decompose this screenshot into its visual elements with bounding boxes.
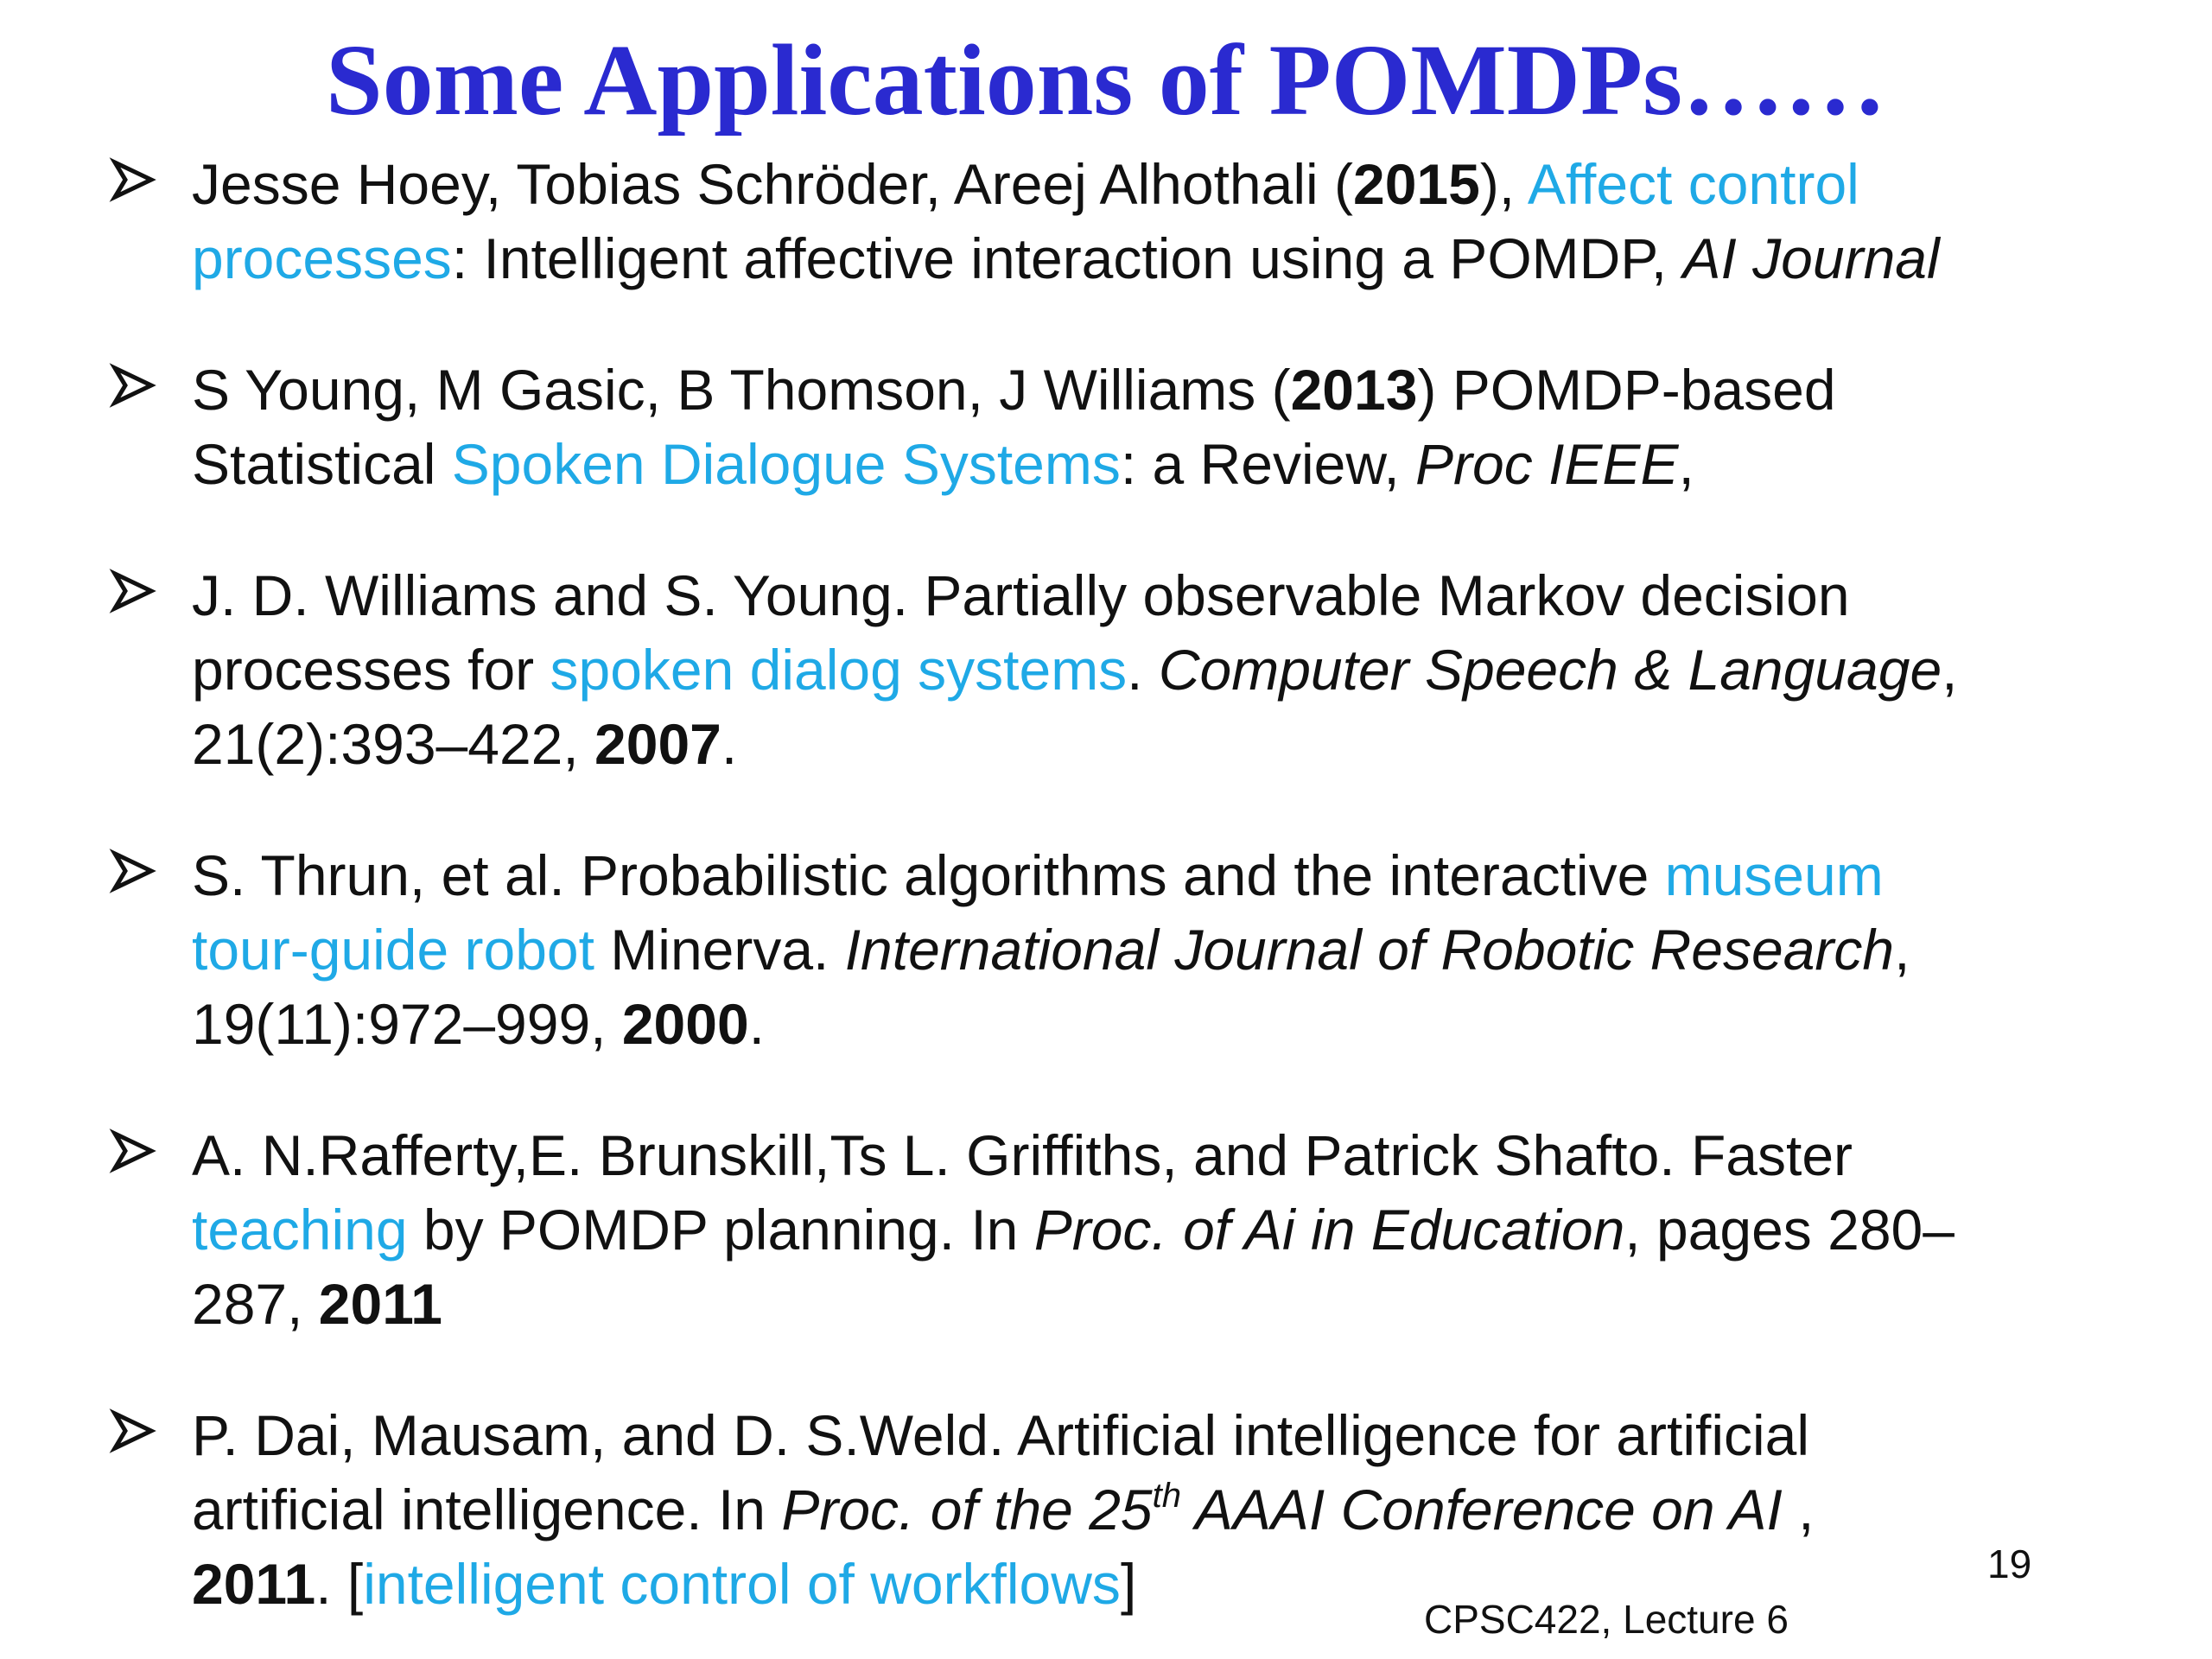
arrowhead-bullet-icon: [108, 845, 160, 897]
ref-venue: Computer Speech & Language: [1158, 638, 1942, 702]
ref-venue-part: AAAI Conference on AI: [1180, 1478, 1799, 1541]
ref-year: 2013: [1290, 358, 1418, 422]
reference-text: [192, 838, 2127, 1061]
ref-text-segment: : Intelligent affective interaction using a POMDP,: [451, 226, 1683, 290]
reference-text: [192, 558, 2127, 781]
ref-text-segment: ,: [1678, 432, 1694, 496]
arrowhead-bullet-icon: [108, 565, 160, 617]
arrowhead-bullet-icon: [108, 1125, 160, 1177]
ref-venue: Proc. of Ai in Education: [1033, 1198, 1625, 1262]
ref-topic-link[interactable]: teaching: [192, 1198, 408, 1262]
ref-text-segment: .: [721, 712, 738, 776]
ref-text-segment: artificial intelligence. In: [192, 1478, 782, 1541]
ref-text-segment: 19(11):972–999,: [192, 992, 622, 1056]
ref-text-segment: 21(2):393–422,: [192, 712, 595, 776]
ref-year: 2007: [594, 712, 721, 776]
ref-topic-link[interactable]: Spoken Dialogue Systems: [451, 432, 1121, 496]
ref-text-segment: J. D. Williams and S. Young. Partially observable Markov decision: [192, 563, 1850, 627]
ref-text-segment: : a Review,: [1120, 432, 1416, 496]
arrowhead-bullet-icon: [108, 1405, 160, 1457]
ref-text-segment: by POMDP planning. In: [407, 1198, 1034, 1262]
ref-year: 2015: [1352, 152, 1480, 216]
ref-text-segment: .: [748, 992, 766, 1056]
ref-topic-link[interactable]: tour-guide robot: [192, 918, 594, 982]
ref-text-segment: . [: [315, 1552, 364, 1616]
ref-venue-part: Proc. of the 25: [781, 1478, 1153, 1541]
ref-venue: AI Journal: [1682, 226, 1940, 290]
ref-authors: S Young, M Gasic, B Thomson, J Williams (: [192, 358, 1291, 422]
ref-text-segment: A. N.Rafferty,E. Brunskill,Ts L. Griffiths, and Patrick Shafto. Faster: [192, 1123, 1853, 1187]
ref-year: 2000: [621, 992, 749, 1056]
ref-year: 2011: [318, 1272, 442, 1336]
ref-text-segment: ]: [1120, 1552, 1137, 1616]
ref-text-segment: 287,: [192, 1272, 319, 1336]
arrowhead-bullet-icon: [108, 154, 160, 206]
ref-topic-link[interactable]: processes: [192, 226, 452, 290]
ref-text-segment: ) POMDP-based: [1417, 358, 1836, 422]
ref-text-segment: ),: [1479, 152, 1528, 216]
ref-year: 2011: [192, 1552, 316, 1616]
ref-text-segment: P. Dai, Mausam, and D. S.Weld. Artificial intelligence for artificial: [192, 1403, 1810, 1467]
ref-text-segment: .: [1127, 638, 1159, 702]
ref-topic-link[interactable]: intelligent control of workflows: [363, 1552, 1121, 1616]
ref-authors: S. Thrun, et al. Probabilistic algorithms and the interactive: [192, 843, 1665, 907]
ref-text-segment: ,: [1894, 918, 1910, 982]
ref-text-segment: ,: [1942, 638, 1958, 702]
ref-topic-link[interactable]: museum: [1664, 843, 1884, 907]
ref-authors: Jesse Hoey, Tobias Schröder, Areej Alhothali (: [192, 152, 1353, 216]
ref-text-segment: , pages 280–: [1624, 1198, 1955, 1262]
ref-venue-superscript: th: [1152, 1477, 1181, 1515]
ref-topic-link[interactable]: spoken dialog systems: [550, 638, 1128, 702]
slide-title: Some Applications of POMDPs……: [325, 23, 1887, 137]
ref-text-segment: processes for: [192, 638, 550, 702]
reference-text: [192, 1398, 2127, 1621]
ref-text-segment: Minerva.: [594, 918, 845, 982]
ref-venue: [781, 1478, 1798, 1541]
ref-topic-link[interactable]: Affect control: [1527, 152, 1859, 216]
ref-venue: International Journal of Robotic Research: [844, 918, 1895, 982]
arrowhead-bullet-icon: [108, 359, 160, 411]
reference-text: [192, 147, 2127, 296]
reference-text: [192, 1118, 2127, 1341]
reference-text: [192, 353, 2127, 501]
slide-footer: CPSC422, Lecture 6: [1424, 1597, 1789, 1642]
ref-text-segment: Statistical: [192, 432, 452, 496]
page-number: 19: [1987, 1541, 2032, 1586]
ref-text-segment: ,: [1798, 1478, 1815, 1541]
ref-venue: Proc IEEE: [1415, 432, 1679, 496]
